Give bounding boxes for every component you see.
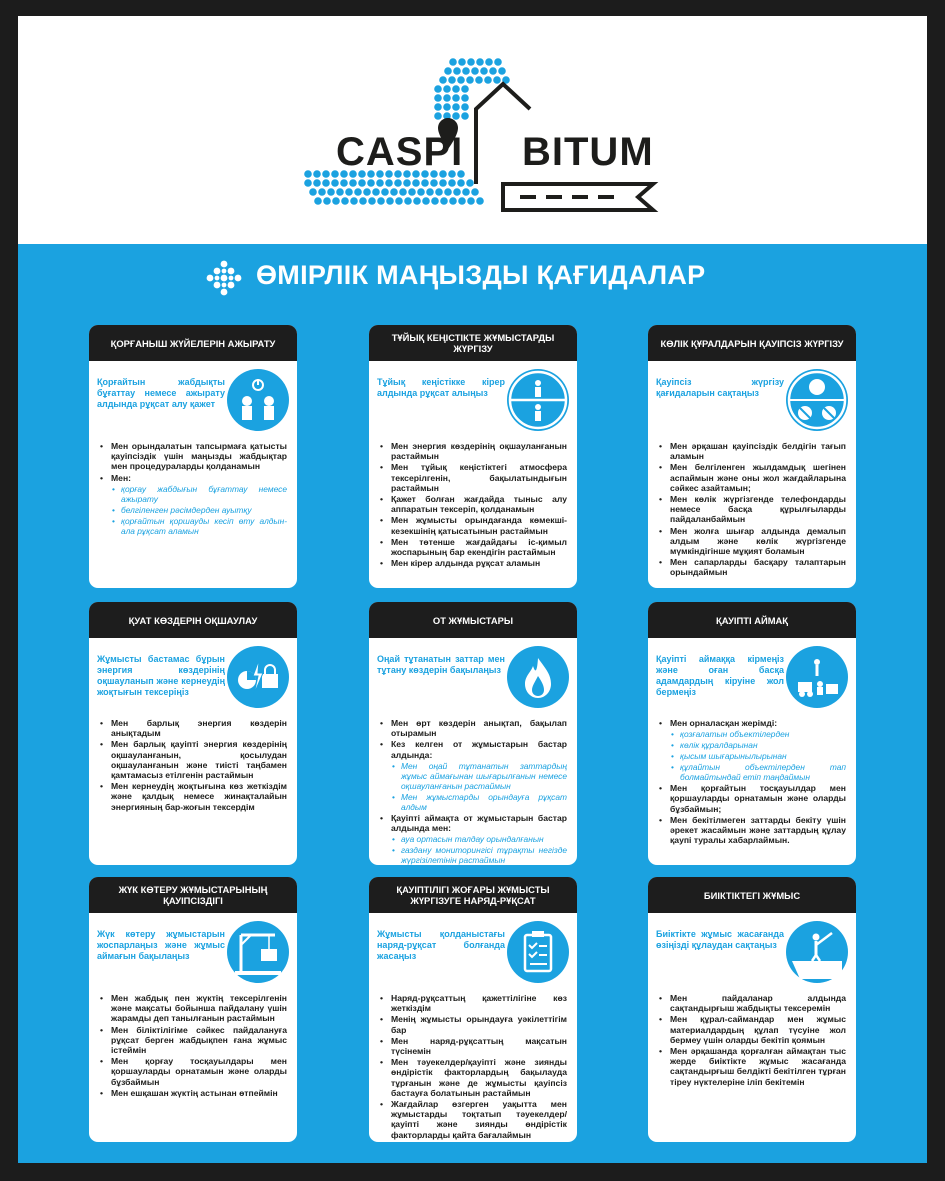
rule-text: Мен әрқашанда қорғалған аймақтан тыс жерде биіктікте жұмыс жасағанда сақтандырғыш белдікті бекітілген тұрған тірeу нүктелеріне іліп бекітемін [670, 1046, 846, 1087]
safety-pictogram-icon [227, 921, 289, 983]
safety-pictogram-icon [786, 921, 848, 983]
rule-item [391, 441, 567, 461]
card-intro-text: Жүк көтеру жұмыстарын жоспарлаңыз және жұмыс аймағын бақылаңыз [97, 929, 225, 961]
rule-text: Мен әрқашан қауіпсіздік белдігін тағып аламын [670, 441, 846, 462]
rule-item [391, 558, 567, 568]
rule-text: Мен белгіленген жылдамдық шегінен аспаймын және оны жол жағдайларына сәйкес азайтамын; [670, 462, 846, 493]
rule-item [391, 515, 567, 535]
rule-sublist [670, 729, 846, 782]
card-intro [377, 369, 569, 433]
rules-list [369, 993, 577, 1140]
rule-item [670, 441, 846, 461]
rule-text: Мен кірер алдында рұқсат аламын [391, 558, 541, 569]
rule-item [111, 1088, 287, 1098]
card-heading: ҚУАТ КӨЗДЕРІН ОҚШАУЛАУ [89, 602, 297, 638]
rule-item [391, 718, 567, 738]
rule-card [89, 602, 297, 865]
rules-list [648, 441, 856, 578]
safety-pictogram-icon [786, 369, 848, 431]
rule-item [111, 441, 287, 472]
card-intro [656, 921, 848, 985]
rule-text: Мен өрт көздерін анықтап, бақылап отырамын [391, 718, 567, 739]
rule-item [670, 993, 846, 1013]
rule-item [670, 1046, 846, 1087]
card-intro [97, 646, 289, 710]
safety-pictogram-icon [507, 921, 569, 983]
card-intro-text: Биіктікте жұмыс жасағанда өзіңізді құлаудан сақтаңыз [656, 929, 784, 950]
rule-text: Мен барлық энергия көздерін анықтадым [111, 718, 287, 739]
rule-item [111, 739, 287, 780]
rule-text: Мен жұмысты орындағанда көмекші-кезекшінің қатысатынын растаймын [391, 515, 567, 536]
rule-item [391, 993, 567, 1013]
rule-subitem: • газдану мониторингісі тұрақты негізде жүргізілетінін растаймын [401, 845, 567, 865]
rule-text: Мен құрал-саймандар мен жұмыс материалдардың құлап түсуіне жол бермеу үшін оларды бекітіп қоямын [670, 1014, 846, 1045]
rule-text: Мен бекітілмеген заттарды бекіту үшін әрекет жасаймын және заттардың құлау қаупі туралы хабарлаймын. [670, 814, 846, 846]
rules-list [369, 441, 577, 568]
rule-item [391, 1014, 567, 1034]
poster-frame [18, 16, 927, 1163]
rule-text: Мен ешқашан жүктің астынан өтпеймін [111, 1087, 278, 1098]
rule-item [391, 462, 567, 493]
rule-text: Мен жолға шығар алдында демалып алдым және көлік жүргізгенде мүмкіндігінше мұқият боламын [670, 525, 846, 557]
rule-text: Қажет болған жағдайда тыныс алу аппаратын тексеріп, қолданамын [391, 494, 567, 515]
rule-text: Мен орындалатын тапсырмаға қатысты қауіпсіздік үшін маңызды жабдықтар мен процедураларды қолданамын [111, 441, 287, 472]
rule-text: Мен қорғайтын тосқауылдар мен қоршауларды орнатамын және оларды бұзбаймын; [670, 783, 846, 814]
card-heading: ЖҮК КӨТЕРУ ЖҰМЫСТАРЫНЫҢ ҚАУІПСІЗДІГІ [89, 877, 297, 913]
rule-card [89, 877, 297, 1142]
rule-card [89, 325, 297, 588]
card-intro [97, 921, 289, 985]
card-heading: ҚАУІПТІЛІГІ ЖОҒАРЫ ЖҰМЫСТЫ ЖҮРГІЗУГЕ НАРЯД-РҰҚСАТ [369, 877, 577, 913]
card-intro-text: Тұйық кеңістікке кірер алдында рұқсат алыңыз [377, 377, 505, 398]
rule-sublist [391, 834, 567, 865]
rules-list [369, 718, 577, 865]
rules-list [89, 718, 297, 812]
rule-text: Мен жабдық пен жүктің тексерілгенін және мақсаты бойынша пайдалану үшін жарамды деп танылғанын растаймын [111, 993, 287, 1024]
rule-item [111, 1056, 287, 1087]
rule-card [369, 325, 577, 588]
card-intro [377, 921, 569, 985]
card-intro-text: Жұмысты бастамас бұрын энергия көздерінің оқшауланып және кернеудің жоқтығын тексеріңіз [97, 654, 225, 697]
card-intro-text: Қорғайтын жабдықты бұғаттау немесе ажырату алдында рұқсат алу қажет [97, 377, 225, 409]
rule-card [648, 325, 856, 588]
rule-text: Мен кернеудің жоқтығына көз жеткіздім және қалдық немесе жинақталайын энергияның бар-жоғын тексердім [111, 781, 287, 812]
rule-subitem: • белгіленген рәсімдерден ауытқу [121, 505, 287, 515]
rule-item [391, 537, 567, 557]
rule-card [369, 602, 577, 865]
card-intro [97, 369, 289, 433]
safety-pictogram-icon [507, 369, 569, 431]
card-intro [656, 646, 848, 710]
rule-subitem: • Мен жұмыстарды орындауға рұқсат алдым [401, 792, 567, 812]
rule-text: Мен пайдаланар алдында сақтандырғыш жабдықты тексеремін [670, 993, 846, 1014]
rule-item [391, 1099, 567, 1140]
logo-word-left: CASPI [336, 130, 464, 174]
rules-list [89, 993, 297, 1098]
rule-item [391, 813, 567, 865]
rule-card [648, 602, 856, 865]
rule-subitem: • Мен оңай тұтанатын заттардың жұмыс аймағынан шығарылғанын немесе оқшауланғанын растаймын [401, 761, 567, 791]
rule-text: Мен біліктілігіме сәйкес пайдалануға рұқсат берген жабдықпен ғана жұмыс істеймін [111, 1024, 287, 1056]
rule-sublist [111, 484, 287, 536]
card-intro [377, 646, 569, 710]
rule-item [670, 815, 846, 846]
header [18, 16, 927, 244]
card-intro-text: Қауіпсіз жүргізу қағидаларын сақтаңыз [656, 377, 784, 398]
card-intro [656, 369, 848, 433]
rule-text: Мен: [111, 472, 131, 483]
rule-subitem: • көлік құралдарынан [680, 740, 846, 750]
rule-text: Мен тұйық кеңістіктегі атмосфера тексерілгенін, бақылатындығын растаймын [391, 462, 567, 493]
rule-subitem: • құлайтын объектілерден тап болмайтындай етіп таңдаймын [680, 762, 846, 782]
rule-text: Мен барлық қауіпті энергия көздерінің оқшауланғанын, қосылудан оқшауланғанын және тиісті таңбамен қамтамасыз етілгенін растаймын [111, 739, 287, 781]
rule-item [670, 718, 846, 782]
rule-text: Қауіпті аймақта от жұмыстарын бастар алдында мен: [391, 812, 567, 834]
rule-subitem: • қысым шығарынылырынан [680, 751, 846, 761]
rule-text: Наряд-рұқсаттың қажеттілігіне көз жеткіздім [391, 993, 567, 1014]
rules-list [648, 993, 856, 1087]
rule-card [648, 877, 856, 1142]
title-row [18, 254, 927, 304]
rule-item [670, 783, 846, 814]
rule-item [111, 718, 287, 738]
rule-text: Мен наряд-рұқсаттың мақсатын түсінемін [391, 1035, 567, 1057]
page-title: ӨМІРЛІК МАҢЫЗДЫ ҚАҒИДАЛАР [256, 260, 706, 290]
rules-list [648, 718, 856, 845]
rule-text: Мен энергия көздерінің оқшауланғанын растаймын [391, 441, 567, 462]
rule-text: Мен төтенше жағдайдағы іс-қимыл жоспарының бар екендігін растаймын [391, 536, 567, 558]
safety-pictogram-icon [227, 646, 289, 708]
rule-card [369, 877, 577, 1142]
diamond-dots-icon [204, 258, 244, 298]
safety-pictogram-icon [786, 646, 848, 708]
caspi-bitum-logo [298, 54, 668, 219]
rule-text: Мен тәуекелдер/қауіпті және зиянды өндірістік факторлардың бақылауда тұрғанын және де жұмысты қауіпсіз бастауға болатынын растаймын [391, 1057, 567, 1098]
rule-text: Мен көлік жүргізгенде телефондарды немесе басқа құрылғыларды пайдаланбаймын [670, 494, 846, 525]
card-heading: БИІКТІКТЕГІ ЖҰМЫС [648, 877, 856, 913]
card-intro-text: Қауіпті аймаққа кірмеңіз және оған басқа адамдардың кіруіне жол бермеңіз [656, 654, 784, 697]
rule-text: Менің жұмысты орындауға уәкілеттігім бар [391, 1014, 567, 1035]
card-heading: ОТ ЖҰМЫСТАРЫ [369, 602, 577, 638]
rule-subitem: • қозғалатын объектілерден [680, 729, 846, 739]
card-intro-text: Жұмысты қолданыстағы наряд-рұқсат болғанда жасаңыз [377, 929, 505, 961]
rules-list [89, 441, 297, 536]
rule-subitem: • қорғайтын қоршауды кесіп өту алдын-ала рұқсат аламын [121, 516, 287, 536]
rule-item [670, 526, 846, 557]
rule-subitem: • ауа ортасын талдау орындалғанын [401, 834, 567, 844]
rule-sublist [391, 761, 567, 812]
safety-pictogram-icon [227, 369, 289, 431]
rule-item [670, 1014, 846, 1045]
card-heading: КӨЛІК ҚҰРАЛДАРЫН ҚАУІПСІЗ ЖҮРГІЗУ [648, 325, 856, 361]
rule-text: Мен сапарларды басқару талаптарын орындаймын [670, 557, 846, 578]
card-heading: ТҰЙЫҚ КЕҢІСТІКТЕ ЖҰМЫСТАРДЫ ЖҮРГІЗУ [369, 325, 577, 361]
safety-pictogram-icon [507, 646, 569, 708]
rule-item [670, 462, 846, 493]
rule-text: Жағдайлар өзгерген уақытта мен жұмыстарды тоқтатып тәуекелдер/қауіпті және зиянды өндірістік факторларды қайта бағалаймын [391, 1099, 567, 1140]
rule-item [111, 473, 287, 536]
logo-word-right: BITUM [522, 130, 654, 174]
rule-text: Мен қорғау тосқауылдары мен қоршауларды орнатамын және оларды бұзбаймын [111, 1056, 287, 1087]
rule-item [111, 1025, 287, 1056]
rule-text: Кез келген от жұмыстарын бастар алдында: [391, 739, 567, 760]
rule-item [391, 739, 567, 811]
card-heading: ҚАУІПТІ АЙМАҚ [648, 602, 856, 638]
card-intro-text: Оңай тұтанатын заттар мен тұтану көздерін бақылаңыз [377, 654, 505, 675]
rule-item [111, 993, 287, 1024]
rule-item [391, 494, 567, 514]
card-heading: ҚОРҒАНЫШ ЖҮЙЕЛЕРІН АЖЫРАТУ [89, 325, 297, 361]
rule-item [670, 494, 846, 525]
rule-item [391, 1057, 567, 1098]
rule-item [670, 557, 846, 577]
rule-item [391, 1036, 567, 1056]
rule-text: Мен орналасқан жерімді: [670, 718, 778, 728]
rule-subitem: • қорғау жабдығын бұғаттау немесе ажырату [121, 484, 287, 504]
rule-item [111, 781, 287, 812]
